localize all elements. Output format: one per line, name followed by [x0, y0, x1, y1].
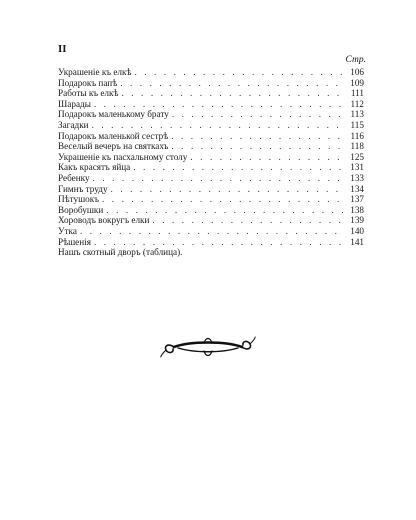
dot-leader	[106, 205, 343, 216]
toc-entry-title: Гимнъ труду	[58, 183, 108, 194]
toc-entry	[58, 99, 364, 110]
dot-leader	[80, 226, 343, 237]
toc-entry-page: 125	[350, 151, 364, 162]
dot-leader	[190, 152, 343, 163]
toc-entry-title: Загадки	[58, 119, 89, 130]
dot-leader	[111, 184, 343, 195]
toc-entry-title: Нашъ скотный дворъ (таблица).	[58, 247, 183, 258]
toc-entry-title: Воробушки	[58, 204, 104, 215]
toc-entry-page: 109	[350, 77, 364, 88]
toc-entry	[58, 152, 364, 163]
dot-leader	[120, 78, 343, 89]
dot-leader	[133, 162, 343, 173]
dot-leader	[134, 67, 343, 78]
page-column-header: Стр.	[345, 55, 366, 65]
toc-entry	[58, 194, 364, 205]
toc-entry	[58, 88, 364, 99]
toc-entry-page: 111	[350, 88, 364, 99]
toc-entry-title: Работы къ елкѣ	[58, 88, 119, 99]
dot-leader	[172, 109, 343, 120]
toc-entry-page: 106	[350, 67, 364, 77]
toc-entry	[58, 226, 364, 237]
toc-entry-title: Рѣшенія	[58, 236, 91, 247]
toc-entry-title: Хороводъ вокругъ елки	[58, 215, 150, 226]
flourish-ornament-icon	[160, 333, 256, 361]
toc-entry-title: Подарокъ маленькому брату	[58, 109, 169, 120]
toc-entry-page: 137	[350, 194, 364, 205]
toc-entry	[58, 78, 364, 89]
toc-entry	[58, 173, 364, 184]
toc-entry-page: 134	[350, 183, 364, 194]
dot-leader	[94, 99, 343, 110]
toc-entry-title: Пѣтушокъ	[58, 194, 99, 205]
toc-entry-title: Подарокъ маленькой сестрѣ	[58, 130, 169, 141]
toc-entry	[58, 215, 364, 226]
dot-leader	[152, 215, 343, 226]
toc-entry-page: 115	[350, 119, 364, 130]
toc-entry	[58, 247, 364, 258]
dot-leader	[93, 173, 343, 184]
toc-entry-page: 139	[350, 215, 364, 226]
dot-leader	[94, 237, 343, 248]
toc-entry	[58, 162, 364, 173]
toc-entry-title: Подарокъ папѣ	[58, 77, 118, 88]
toc-entry-page: 131	[350, 162, 364, 173]
toc-entry-page: 138	[350, 204, 364, 215]
toc-entry-title: Ребенку	[58, 172, 90, 183]
toc-entry-title: Какъ красятъ яйца	[58, 162, 131, 173]
toc-entry-page: 113	[350, 109, 364, 120]
dot-leader	[171, 141, 343, 152]
table-of-contents	[58, 67, 364, 258]
toc-entry	[58, 184, 364, 195]
page-mark: II	[58, 43, 67, 55]
toc-entry-page: 133	[350, 172, 364, 183]
dot-leader	[102, 194, 343, 205]
toc-entry-title: Шарады	[58, 98, 91, 109]
dot-leader	[171, 131, 343, 142]
toc-entry	[58, 67, 364, 78]
toc-entry-page: 118	[350, 141, 364, 152]
toc-entry	[58, 141, 364, 152]
toc-entry	[58, 109, 364, 120]
toc-entry-title: Утка	[58, 225, 77, 236]
toc-entry-page: 116	[350, 130, 364, 141]
toc-entry-page: 141	[350, 236, 364, 247]
toc-entry-title: Украшеніе къ пасхальному столу	[58, 151, 188, 162]
toc-entry	[58, 120, 364, 131]
toc-entry-title: Веселый вечеръ на святкахъ	[58, 141, 169, 152]
toc-entry-page: 140	[350, 225, 364, 236]
toc-entry-page: 112	[350, 98, 364, 109]
toc-entry	[58, 205, 364, 216]
toc-entry-title: Украшеніе къ елкѣ	[58, 67, 132, 77]
toc-entry	[58, 237, 364, 248]
toc-entry	[58, 131, 364, 142]
dot-leader	[121, 88, 343, 99]
dot-leader	[92, 120, 343, 131]
